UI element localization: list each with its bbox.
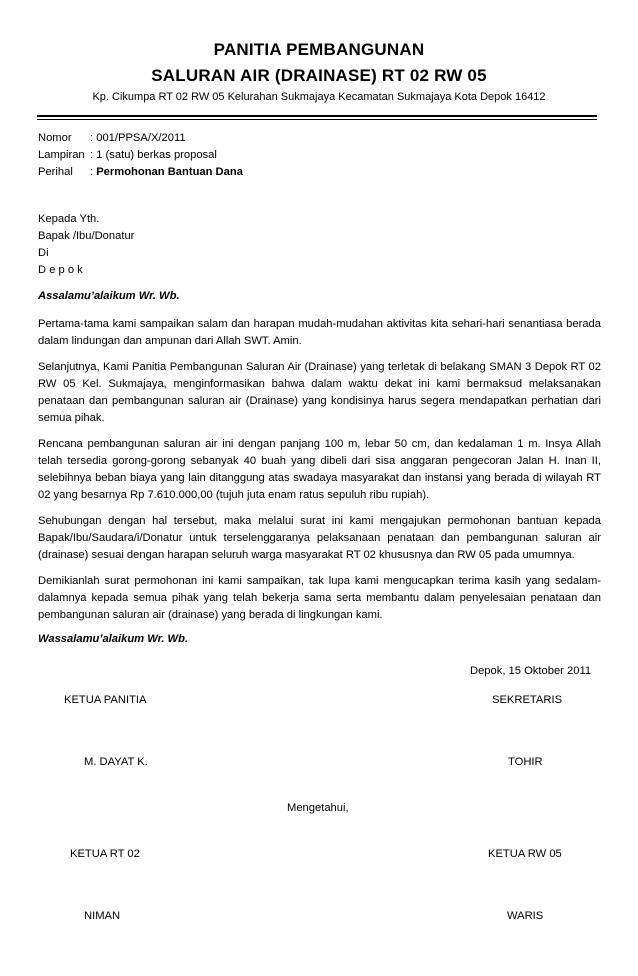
ketua-panitia-name: M. DAYAT K.	[84, 756, 148, 768]
closing: Wassalamu’alaikum Wr. Wb.	[38, 633, 189, 645]
recipient-line3: Di	[38, 247, 49, 259]
lampiran-value: : 1 (satu) berkas proposal	[90, 149, 217, 161]
body-paragraph-3: Rencana pembangunan saluran air ini dengan panjang 100 m, lebar 50 cm, dan kedalaman 1 m. Insya Allah telah tersedia gorong-gorong sebanyak 40 buah yang dibeli dari sisa anggaran pengecoran Jalan H. Inan II, selebihnya beban biaya yang lain ditanggung atas swadaya masyarakat dan instansi yang berada di wilayah RT 02 yang besarnya Rp 7.610.000,00 (tujuh juta enam ratus sepuluh ribu rupiah).	[38, 438, 601, 501]
letterhead-title-line1: PANITIA PEMBANGUNAN	[213, 40, 425, 59]
body-paragraph-5: Demikianlah surat permohonan ini kami sampaikan, tak lupa kami mengucapkan terima kasih yang sedalam-dalamnya kepada semua pihak yang telah bekerja sama serta membantu dalam penyelesaian penataan dan pembangunan saluran air (drainase) yang berada di lingkungan kami.	[38, 575, 601, 621]
nomor-line	[38, 132, 186, 144]
recipient-line4: D e p o k	[38, 264, 83, 276]
lampiran-label: Lampiran	[38, 149, 85, 161]
recipient-line2: Bapak /Ibu/Donatur	[38, 230, 135, 242]
perihal-line	[38, 166, 243, 178]
sekretaris-title: SEKRETARIS	[492, 694, 563, 706]
ketua-rw-name: WARIS	[507, 910, 544, 922]
body-paragraph-4: Sehubungan dengan hal tersebut, maka melalui surat ini kami mengajukan permohonan bantuan kepada Bapak/Ibu/Saudara/i/Donatur untuk terselenggaranya pelaksanaan penataan dan pembangunan saluran air (drainase) sesuai dengan harapan seluruh warga masyarakat RT 02 khususnya dan RW 05 pada umumnya.	[38, 515, 601, 561]
nomor-value: : 001/PPSA/X/2011	[90, 132, 186, 144]
ketua-panitia-title: KETUA PANITIA	[64, 694, 147, 706]
ketua-rt-name: NIMAN	[84, 910, 121, 922]
recipient-line1: Kepada Yth.	[38, 213, 100, 225]
lampiran-line	[38, 149, 217, 161]
perihal-label: Perihal	[38, 166, 73, 178]
body-paragraph-1: Pertama-tama kami sampaikan salam dan harapan mudah-mudahan aktivitas kita sehari-hari senantiasa berada dalam lindungan dan ampunan dari Allah SWT. Amin.	[38, 318, 601, 347]
perihal-colon: :	[90, 166, 94, 178]
letterhead-title-line2: SALURAN AIR (DRAINASE) RT 02 RW 05	[151, 66, 487, 85]
ketua-rt-title: KETUA RT 02	[70, 848, 140, 860]
greeting: Assalamu’alaikum Wr. Wb.	[38, 290, 180, 302]
place-date: Depok, 15 Oktober 2011	[470, 665, 592, 677]
letterhead-rule-thin	[37, 119, 597, 120]
perihal-value: Permohonan Bantuan Dana	[96, 166, 243, 178]
nomor-label: Nomor	[38, 132, 72, 144]
letterhead-rule-thick	[37, 115, 597, 117]
mengetahui: Mengetahui,	[287, 802, 349, 814]
sekretaris-name: TOHIR	[508, 756, 543, 768]
ketua-rw-title: KETUA RW 05	[488, 848, 562, 860]
body-paragraph-2: Selanjutnya, Kami Panitia Pembangunan Saluran Air (Drainase) yang terletak di belakang SMAN 3 Depok RT 02 RW 05 Kel. Sukmajaya, menginformasikan bahwa dalam waktu dekat ini kami bermaksud melaksanakan penataan dan pembangunan saluran air (Drainase) yang kondisinya harus segera mendapatkan perhatian dari semua pihak.	[38, 361, 601, 424]
letterhead-address: Kp. Cikumpa RT 02 RW 05 Kelurahan Sukmajaya Kecamatan Sukmajaya Kota Depok 16412	[92, 91, 546, 103]
